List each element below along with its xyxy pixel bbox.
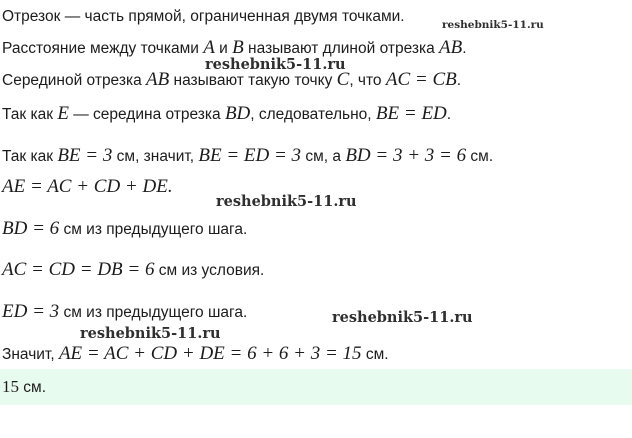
line-text: Так как [2, 106, 58, 123]
math-expression: C [336, 69, 350, 90]
line-text: называют такую точку [169, 72, 337, 89]
watermark: reshebnik5-11.ru [80, 325, 221, 342]
line-text: см из предыдущего шага. [59, 304, 248, 321]
line-text: Серединой отрезка [2, 72, 146, 89]
line-text: Отрезок — часть прямой, ограниченная двумя точками. [2, 8, 405, 25]
answer-box [0, 369, 632, 405]
math-expression: BE = 3 [57, 145, 113, 166]
math-expression: AC = CB [385, 69, 457, 90]
line-text: . [446, 106, 452, 123]
line-text: называют длиной отрезка [243, 40, 440, 57]
math-expression: BE = ED [375, 103, 447, 124]
watermark: reshebnik5-11.ru [205, 56, 346, 73]
math-expression: BD = 3 + 3 = 6 [345, 145, 467, 166]
line-text: . [462, 40, 467, 57]
line-text: Так как [2, 148, 58, 165]
math-expression: BD [224, 103, 251, 124]
math-expression: AC = CD = DB = 6 [2, 259, 155, 280]
line-text: см. [466, 148, 494, 165]
answer-number: 15 [2, 377, 19, 396]
fact-ed [2, 301, 632, 324]
math-expression: ED = 3 [2, 301, 60, 322]
answer-value [2, 376, 46, 399]
conclusion [2, 343, 632, 366]
fact-bd [2, 218, 632, 241]
math-expression: AB [146, 69, 170, 90]
watermark: reshebnik5-11.ru [442, 19, 544, 31]
definition-midpoint [2, 69, 632, 92]
line-text: Расстояние между точками [2, 40, 204, 57]
math-expression: BE = ED = 3 [198, 145, 302, 166]
line-text: . [456, 72, 462, 89]
watermark: reshebnik5-11.ru [216, 193, 357, 210]
math-expression: A [203, 37, 215, 58]
answer-unit: см. [19, 379, 47, 396]
reasoning-midpoint-e [2, 103, 632, 126]
fact-ac-cd-db [2, 259, 632, 282]
line-text: см, а [301, 148, 346, 165]
math-expression: BD = 6 [2, 218, 60, 239]
line-text: Значит, [2, 346, 59, 363]
line-text: см из предыдущего шага. [59, 221, 248, 238]
math-expression: AB [439, 37, 463, 58]
line-text: — середина отрезка [68, 106, 225, 123]
line-text: см. [361, 346, 389, 363]
line-text: , что [349, 72, 386, 89]
line-text: , следовательно, [250, 106, 376, 123]
watermark: reshebnik5-11.ru [332, 309, 473, 326]
line-text: и [214, 40, 233, 57]
math-expression: E [57, 103, 69, 124]
math-expression: AE = AC + CD + DE. [2, 176, 173, 197]
line-text: см, значит, [112, 148, 199, 165]
line-text: см из условия. [154, 262, 265, 279]
reasoning-bd-length [2, 145, 632, 168]
math-expression: B [232, 37, 244, 58]
math-expression: AE = AC + CD + DE = 6 + 6 + 3 = 15 [58, 343, 362, 364]
